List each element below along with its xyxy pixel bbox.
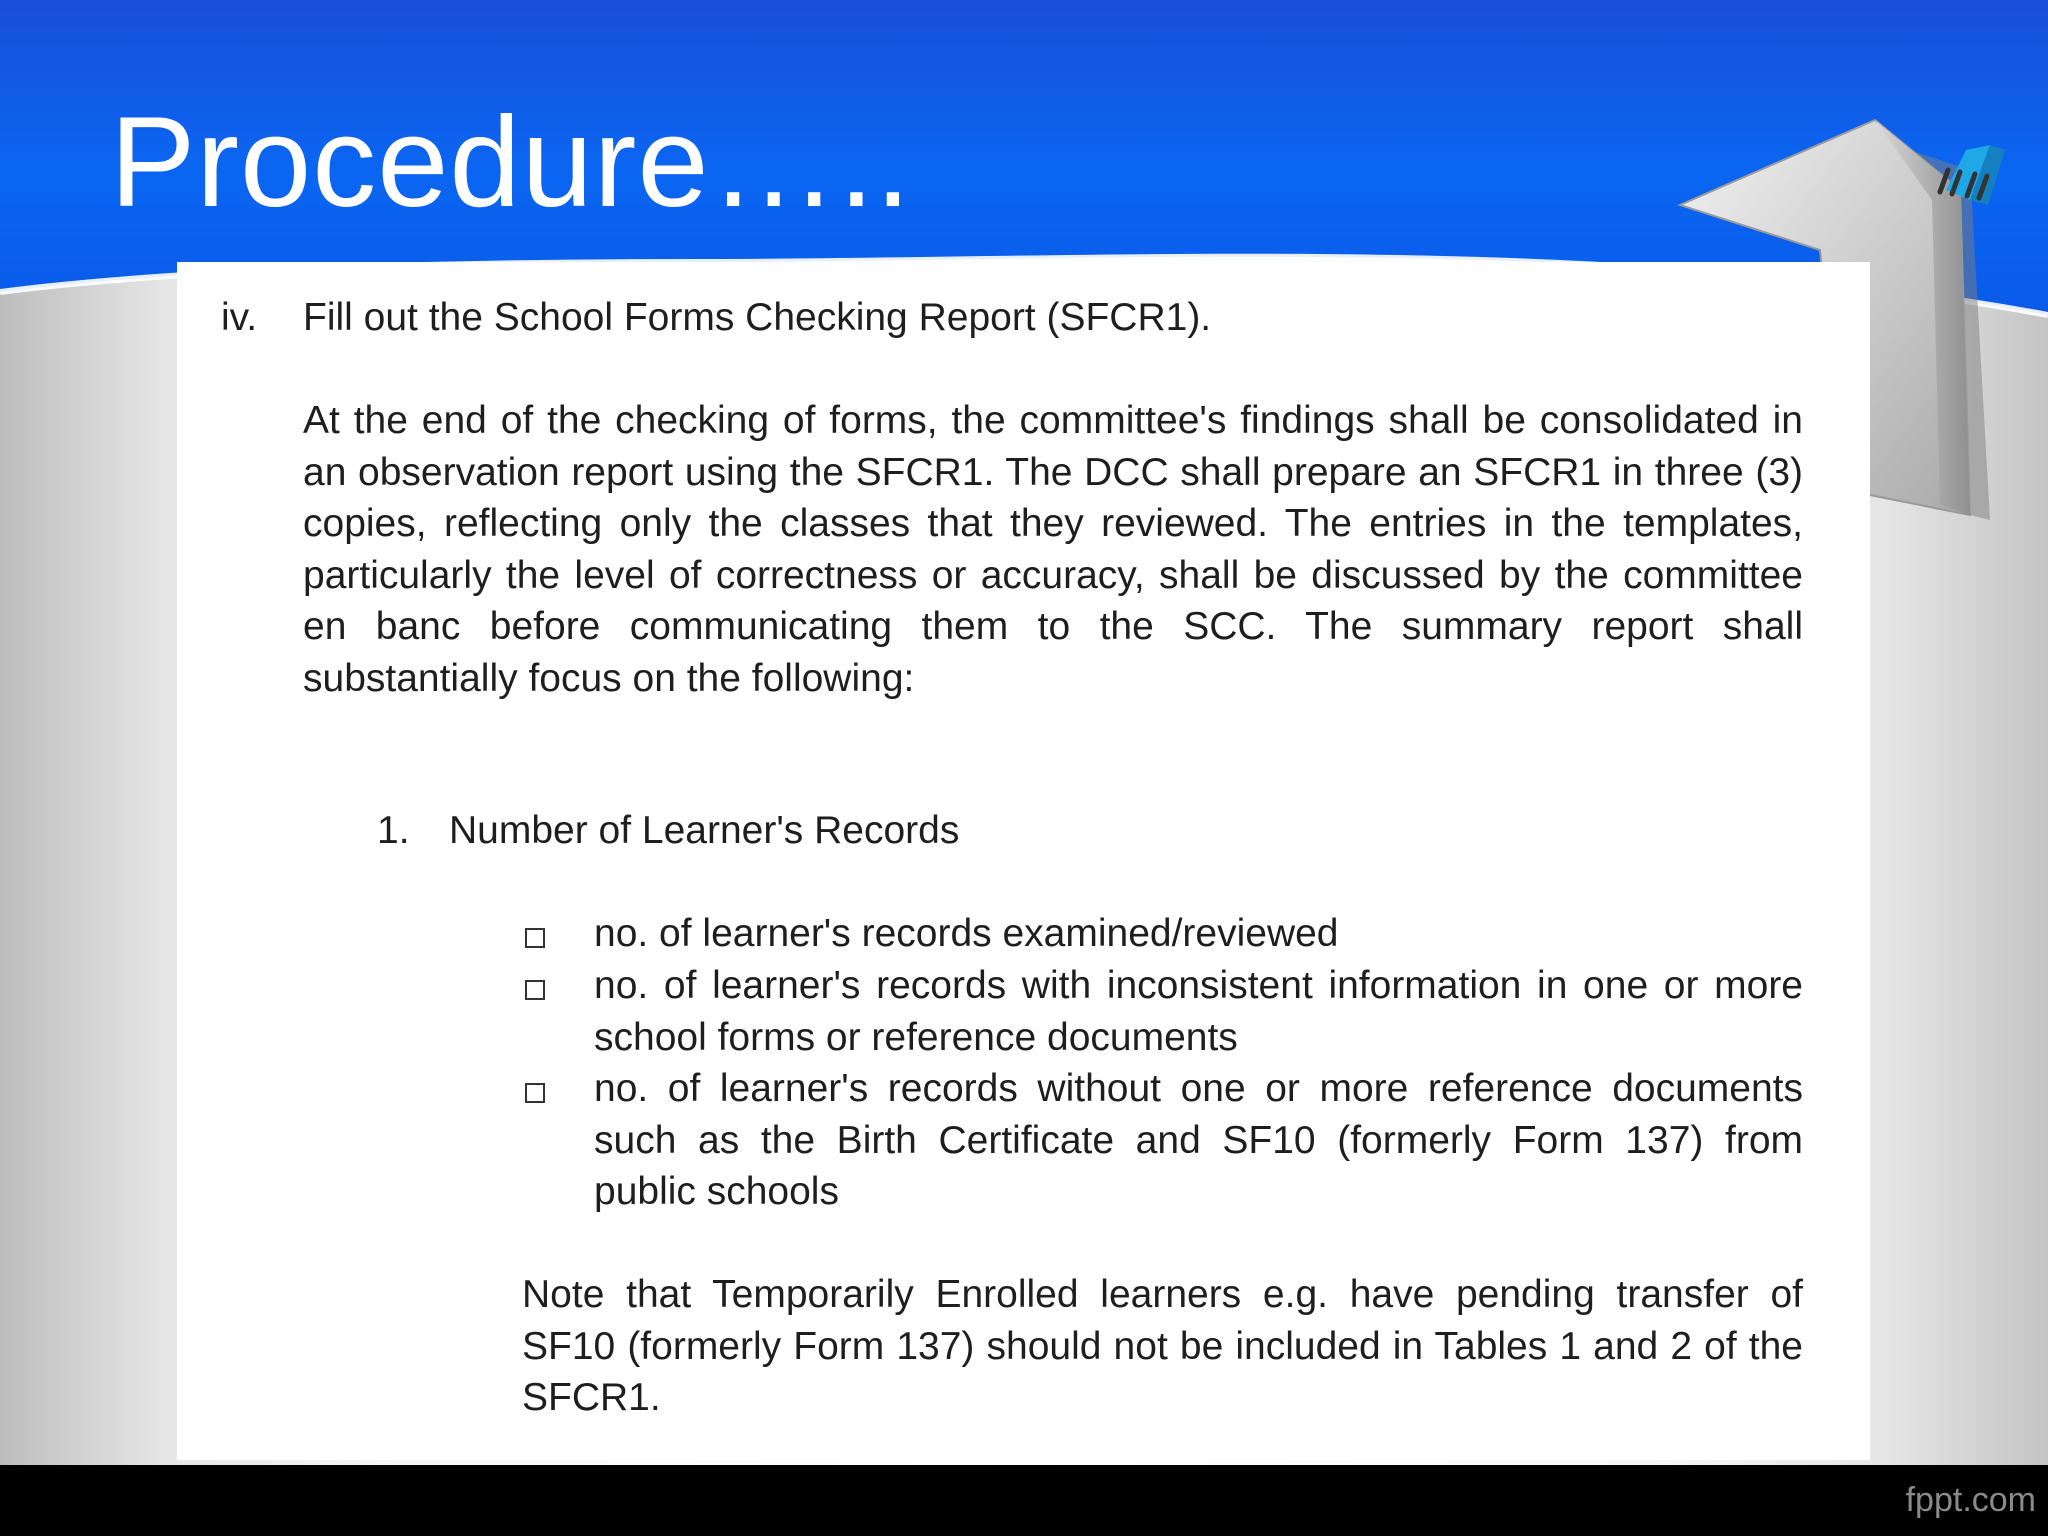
numbered-item-label: Number of Learner's Records — [449, 809, 960, 852]
checkbox-icon — [525, 928, 545, 948]
document-panel — [177, 262, 1870, 1460]
intro-paragraph: At the end of the checking of forms, the committee's findings shall be consolidated in an observation report using the SFCR1. The DCC shall prepare an SFCR1 in three (3) copies, reflecting only the classes that they reviewed. The entries in the templates, particularly the level of correctness or accuracy, shall be discussed by the committee en banc before communicating them to the SCC. The summary report shall substantially focus on the following: — [303, 399, 1803, 700]
slide-title: Procedure….. — [110, 91, 912, 234]
note-paragraph: Note that Temporarily Enrolled learners e.g. have pending transfer of SF10 (formerly Form 137) should not be included in Tables 1 and 2 of the SFCR1. — [522, 1273, 1803, 1419]
bullet-item: no. of learner's records examined/reviewed — [594, 912, 1339, 955]
bullet-item: no. of learner's records without one or more reference documents such as the Birth Certificate and SF10 (formerly Form 137) from public schools — [594, 1067, 1803, 1213]
bullet-item: no. of learner's records with inconsistent information in one or more school forms or reference documents — [594, 964, 1803, 1059]
checkbox-icon — [525, 980, 545, 1000]
step-heading: Fill out the School Forms Checking Report (SFCR1). — [303, 296, 1212, 339]
footer-bar — [0, 1465, 2048, 1536]
step-marker: iv. — [221, 296, 258, 339]
numbered-item-marker: 1. — [377, 809, 410, 852]
checkbox-icon — [525, 1083, 545, 1103]
watermark: fppt.com — [1905, 1481, 2036, 1519]
